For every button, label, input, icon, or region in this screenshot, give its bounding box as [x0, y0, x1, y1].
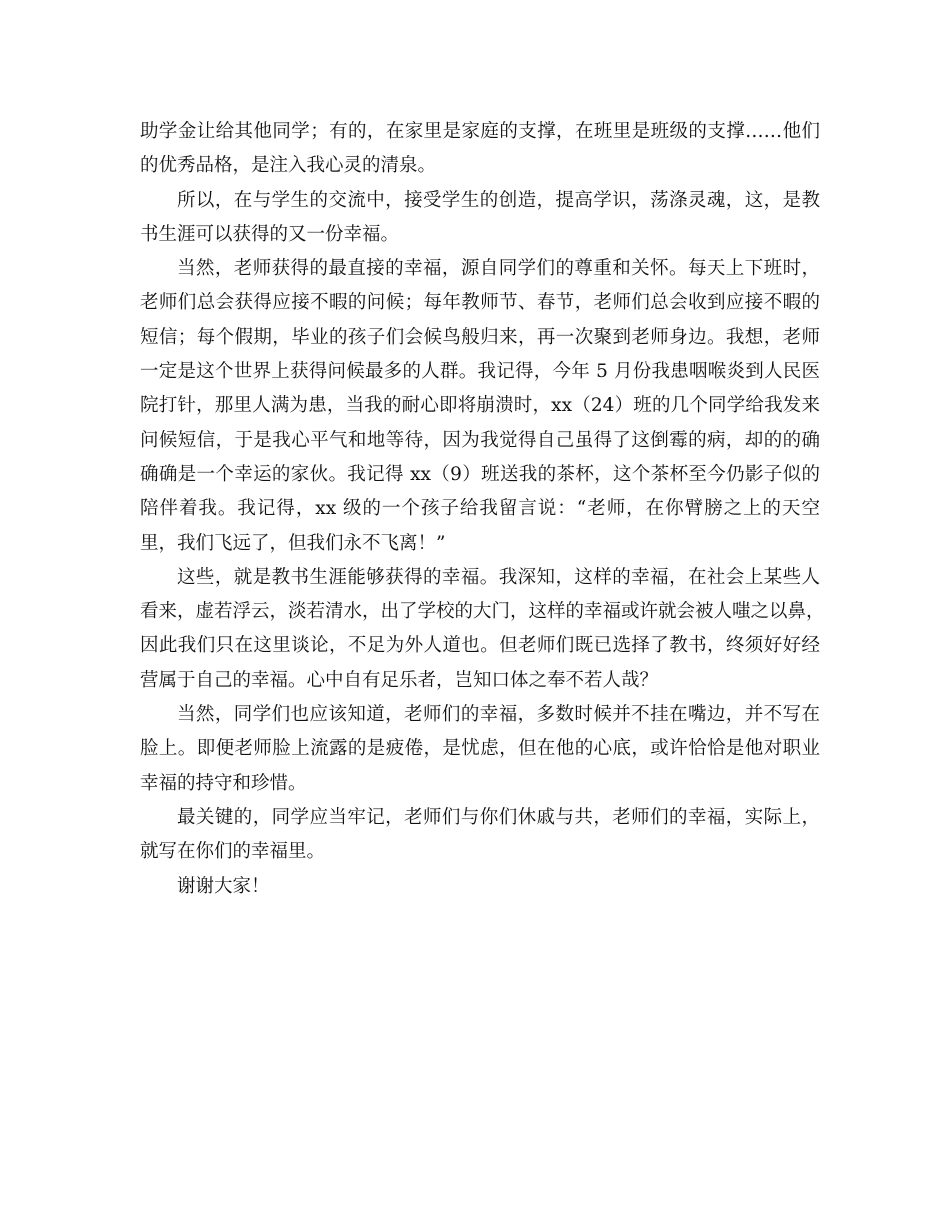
- text-line: 营属于自己的幸福。心中自有足乐者，岂知口体之奉不若人哉？: [140, 669, 659, 691]
- paragraph: [140, 698, 820, 801]
- text-line: 最关键的，同学应当牢记，老师们与你们休戚与共，老师们的幸福，实际上，: [177, 806, 820, 828]
- text-line: 所以，在与学生的交流中，接受学生的创造，提高学识，荡涤灵魂，这，是教: [177, 189, 820, 211]
- text-line: 书生涯可以获得的又一份幸福。: [140, 223, 400, 245]
- text-line: 这些，就是教书生涯能够获得的幸福。我深知，这样的幸福，在社会上某些人: [177, 566, 820, 588]
- paragraph: [140, 801, 820, 870]
- text-line: 老师们总会获得应接不暇的问候；每年教师节、春节，老师们总会收到应接不暇的: [140, 292, 820, 314]
- document-body: [140, 115, 825, 904]
- paragraph: [140, 252, 820, 561]
- text-line: 谢谢大家！: [177, 875, 270, 897]
- text-line: 当然，老师获得的最直接的幸福，源自同学们的尊重和关怀。每天上下班时，: [177, 258, 820, 280]
- text-line: 因此我们只在这里谈论，不足为外人道也。但老师们既已选择了教书，终须好好经: [140, 635, 820, 657]
- text-line: 就写在你们的幸福里。: [140, 841, 326, 863]
- text-line: 里，我们飞远了，但我们永不飞离！”: [140, 532, 446, 554]
- text-line: 短信；每个假期，毕业的孩子们会候鸟般归来，再一次聚到老师身边。我想，老师: [140, 326, 820, 348]
- paragraph: [140, 115, 820, 184]
- paragraph: [140, 870, 820, 904]
- text-line: 的优秀品格，是注入我心灵的清泉。: [140, 155, 437, 177]
- text-line: 问候短信，于是我心平气和地等待，因为我觉得自己虽得了这倒霉的病，却的的确: [140, 429, 820, 451]
- text-line: 确确是一个幸运的家伙。我记得 xx（9）班送我的茶杯，这个茶杯至今仍影子似的: [140, 463, 820, 485]
- text-line: 当然，同学们也应该知道，老师们的幸福，多数时候并不挂在嘴边，并不写在: [177, 704, 820, 726]
- paragraph: [140, 561, 825, 698]
- text-line: 脸上。即便老师脸上流露的是疲倦，是忧虑，但在他的心底，或许恰恰是他对职业: [140, 738, 820, 760]
- text-line: 助学金让给其他同学；有的，在家里是家庭的支撑，在班里是班级的支撑……他们: [140, 121, 820, 142]
- text-line: 一定是这个世界上获得问候最多的人群。我记得，今年 5 月份我患咽喉炎到人民医: [140, 361, 820, 383]
- paragraph: [140, 184, 820, 253]
- text-line: 幸福的持守和珍惜。: [140, 772, 307, 794]
- text-line: 陪伴着我。我记得，xx 级的一个孩子给我留言说：“老师，在你臂膀之上的天空: [140, 498, 820, 520]
- text-line: 院打针，那里人满为患，当我的耐心即将崩溃时，xx（24）班的几个同学给我发来: [140, 395, 820, 417]
- text-line: 看来，虚若浮云，淡若清水，出了学校的大门，这样的幸福或许就会被人嗤之以鼻，: [140, 601, 825, 623]
